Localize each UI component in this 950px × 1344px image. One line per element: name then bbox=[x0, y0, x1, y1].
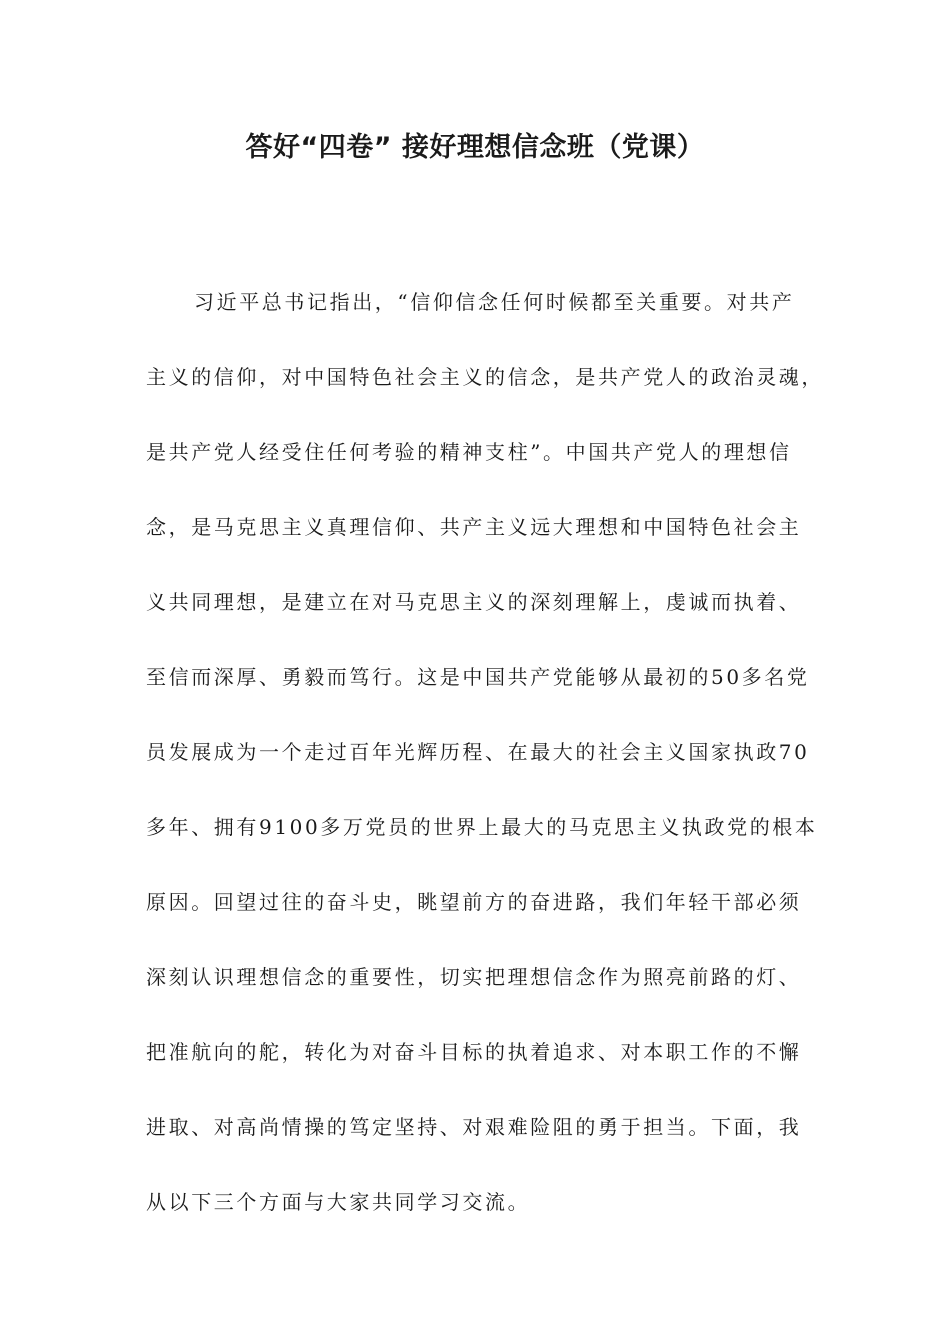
paragraph-line-9: 原因。回望过往的奋斗史，眺望前方的奋进路，我们年轻干部必须 bbox=[146, 890, 802, 914]
paragraph-line-3: 是共产党人经受住任何考验的精神支柱”。中国共产党人的理想信 bbox=[146, 440, 792, 464]
paragraph-line-2: 主义的信仰，对中国特色社会主义的信念，是共产党人的政治灵魂， bbox=[146, 365, 824, 389]
paragraph-line-5: 义共同理想，是建立在对马克思主义的深刻理解上，虔诚而执着、 bbox=[146, 590, 802, 614]
paragraph-line-10: 深刻认识理想信念的重要性，切实把理想信念作为照亮前路的灯、 bbox=[146, 965, 802, 989]
paragraph-line-4: 念，是马克思主义真理信仰、共产主义远大理想和中国特色社会主 bbox=[146, 515, 802, 539]
paragraph-line-8: 多年、拥有9100多万党员的世界上最大的马克思主义执政党的根本 bbox=[146, 815, 818, 839]
paragraph-line-1: 习近平总书记指出，“信仰信念任何时候都至关重要。对共产 bbox=[194, 290, 795, 314]
paragraph-line-13: 从以下三个方面与大家共同学习交流。 bbox=[146, 1190, 531, 1214]
document-title: 答好“四卷” 接好理想信念班（党课） bbox=[245, 132, 705, 163]
paragraph-line-12: 进取、对高尚情操的笃定坚持、对艰难险阻的勇于担当。下面，我 bbox=[146, 1115, 802, 1139]
paragraph-line-11: 把准航向的舵，转化为对奋斗目标的执着追求、对本职工作的不懈 bbox=[146, 1040, 802, 1064]
paragraph-line-6: 至信而深厚、勇毅而笃行。这是中国共产党能够从最初的50多名党 bbox=[146, 665, 810, 689]
paragraph-line-7: 员发展成为一个走过百年光辉历程、在最大的社会主义国家执政70 bbox=[146, 740, 810, 764]
